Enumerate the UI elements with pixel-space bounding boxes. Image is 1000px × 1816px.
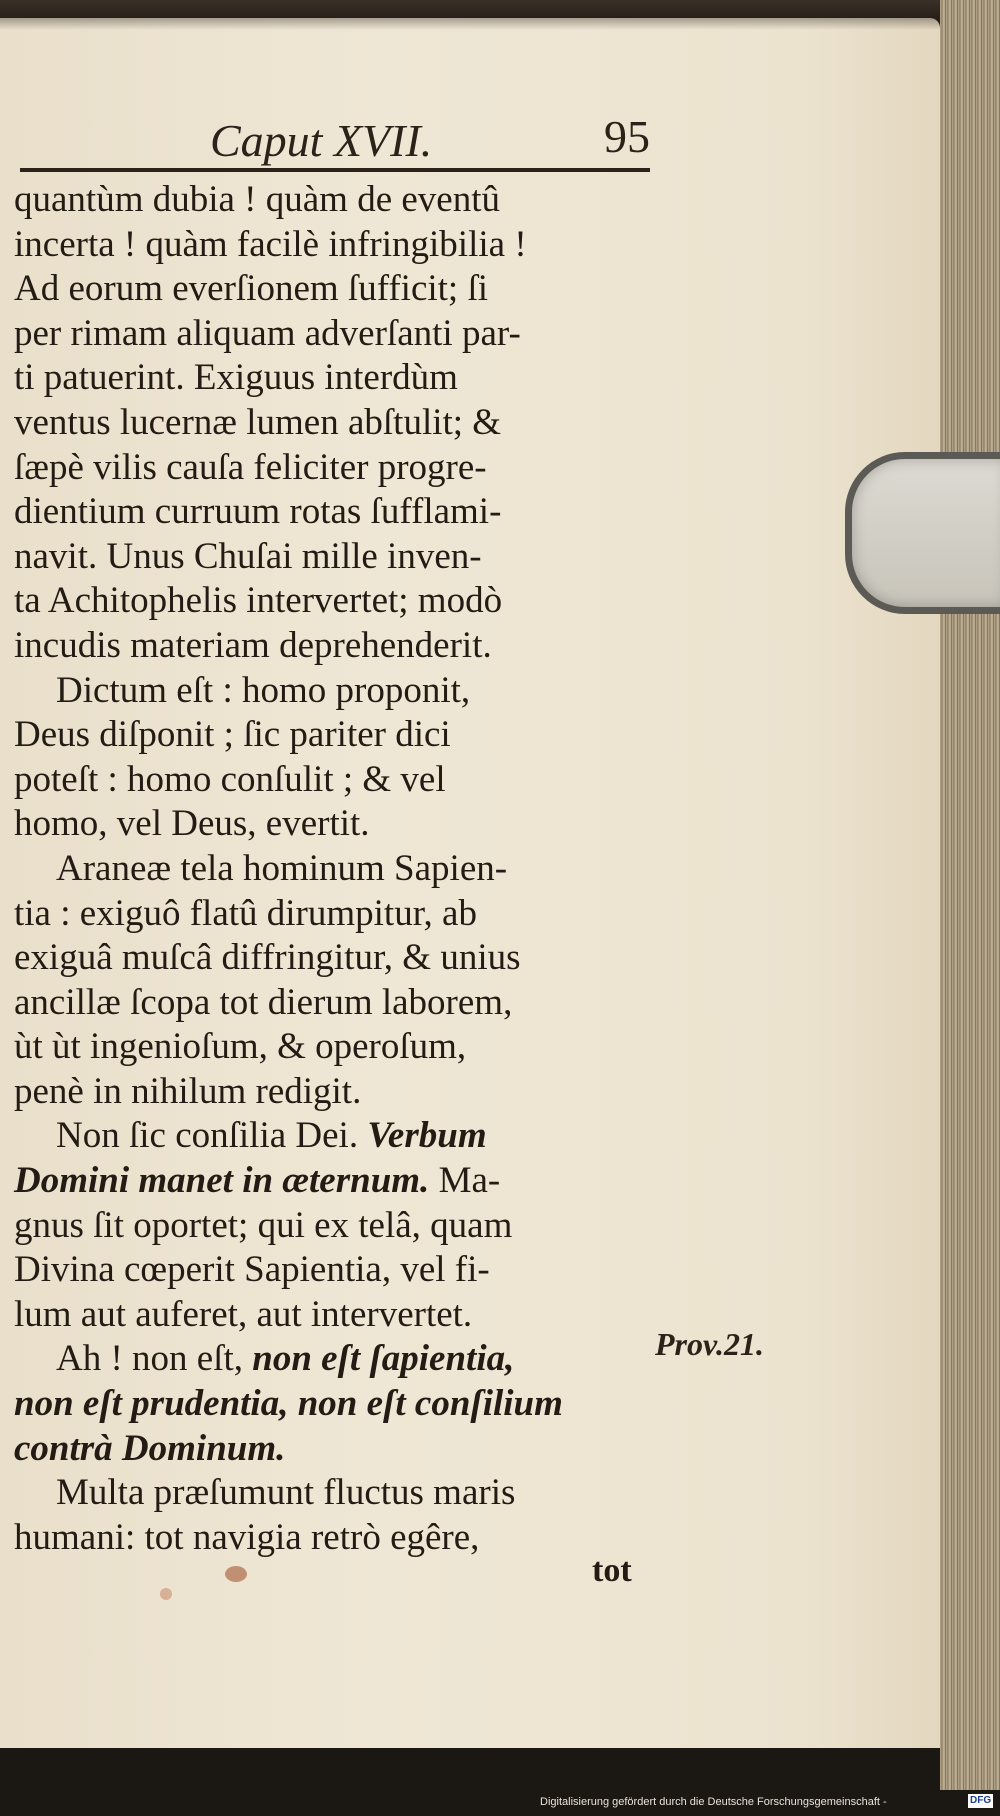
text-line: incudis materiam deprehenderit. (14, 624, 492, 666)
text-line: ti patuerint. Exiguus interdùm (14, 357, 458, 399)
text-line: Dictum eſt : homo proponit, (56, 669, 471, 711)
text-line: ùt ùt ingenioſum, & operoſum, (14, 1026, 467, 1068)
page-header (20, 108, 650, 178)
body-text (14, 178, 654, 1560)
text-line: non eſt prudentia, non eſt conſilium (14, 1383, 563, 1425)
text-line: tia : exiguô flatû dirumpitur, ab (14, 892, 477, 934)
text-line: penè in nihilum redigit. (14, 1070, 362, 1112)
text-line: ancillæ ſcopa tot dierum laborem, (14, 981, 513, 1023)
running-head: Caput XVII. (210, 115, 433, 166)
text-line: ta Achitophelis intervertet; modò (14, 580, 503, 622)
text-segment: Ah ! non eſt, (56, 1338, 244, 1380)
text-line (14, 1159, 654, 1204)
text-line: poteſt : homo conſulit ; & vel (14, 758, 446, 800)
text-line: navit. Unus Chuſai mille inven- (14, 535, 482, 577)
text-line (14, 1114, 654, 1159)
text-line: per rimam aliquam adverſanti par- (14, 312, 521, 354)
italic-segment: non eſt ſapientia, (252, 1338, 515, 1380)
text-line: Araneæ tela hominum Sapien- (56, 847, 508, 889)
paper-stain (160, 1588, 172, 1600)
text-line: quantùm dubia ! quàm de eventû (14, 179, 501, 220)
text-line: homo, vel Deus, evertit. (14, 803, 370, 845)
digitization-credit: Digitalisierung gefördert durch die Deutsche Forschungsgemeinschaft - (540, 1796, 887, 1808)
paper-stain (225, 1566, 247, 1582)
text-line: incerta ! quàm facilè infringibilia ! (14, 223, 527, 265)
text-segment: Ma- (438, 1160, 501, 1202)
italic-segment: Domini manet in æternum. (14, 1160, 430, 1202)
text-line: Multa præſumunt fluctus maris (56, 1472, 516, 1514)
margin-note: Prov.21. (655, 1326, 765, 1362)
text-line: dientium curruum rotas ſufflami- (14, 491, 502, 533)
text-line: contrà Dominum. (14, 1427, 286, 1469)
text-line: humani: tot navigia retrò egêre, (14, 1516, 480, 1558)
text-line: ventus lucernæ lumen abſtulit; & (14, 401, 502, 443)
text-line: exiguâ muſcâ diffringitur, & unius (14, 937, 521, 979)
italic-segment: Verbum (367, 1115, 487, 1157)
dfg-logo: DFG (970, 1795, 992, 1806)
book-page-edges (940, 0, 1000, 1790)
text-line (14, 1337, 654, 1382)
text-line: gnus ſit oportet; qui ex telâ, quam (14, 1204, 513, 1246)
text-line: lum aut auferet, aut intervertet. (14, 1293, 473, 1335)
catchword: tot (592, 1552, 632, 1589)
text-line: Divina cœperit Sapientia, vel fi- (14, 1249, 490, 1291)
page-top-shadow (0, 0, 940, 30)
header-rule (20, 168, 650, 172)
text-line: Ad eorum everſionem ſufficit; ſi (14, 268, 489, 310)
page-clip (845, 452, 1000, 614)
text-line: Deus diſponit ; ſic pariter dici (14, 714, 451, 756)
text-segment: Non ſic conſilia Dei. (56, 1115, 359, 1157)
text-line: ſæpè vilis cauſa feliciter progre- (14, 446, 487, 488)
page-number: 95 (604, 111, 650, 162)
